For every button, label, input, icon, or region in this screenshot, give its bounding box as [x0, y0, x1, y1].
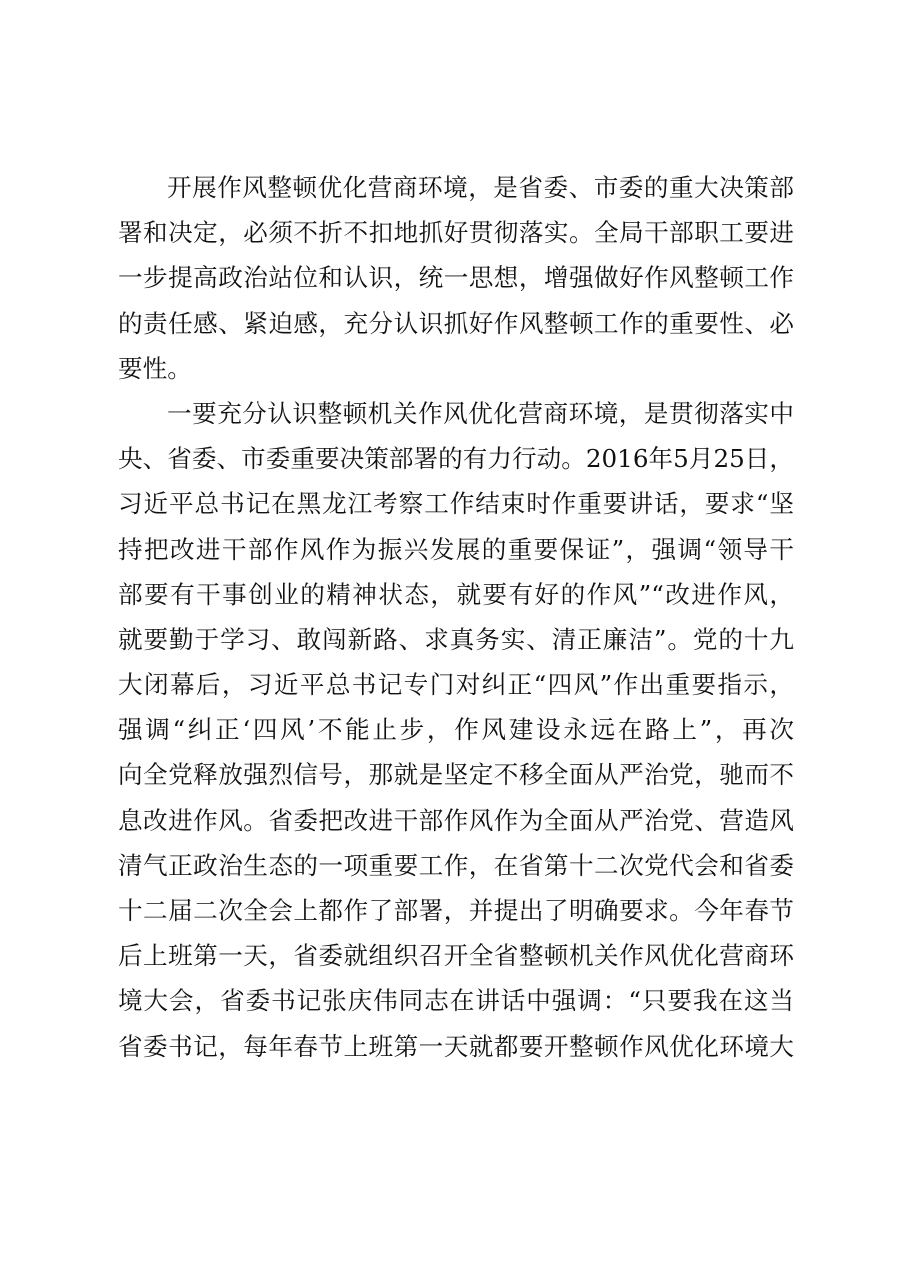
paragraph-1: [118, 165, 794, 391]
text-line: 央、省委、市委重要决策部署的有力行动。2016年5月25日，: [118, 444, 794, 474]
document-page: [118, 165, 794, 1069]
text-line: 持把改进干部作风作为振兴发展的重要保证”，强调“领导干: [118, 534, 794, 564]
text-line: 清气正政治生态的一项重要工作，在省第十二次党代会和省委: [118, 850, 794, 880]
text-line: 省委书记，每年春节上班第一天就都要开整顿作风优化环境大: [118, 1031, 794, 1061]
paragraph-2: [118, 391, 794, 1069]
text-line: 一步提高政治站位和认识，统一思想，增强做好作风整顿工作: [118, 263, 794, 293]
text-line: 要性。: [118, 353, 192, 383]
text-line: 后上班第一天，省委就组织召开全省整顿机关作风优化营商环: [118, 941, 794, 971]
text-line: 向全党释放强烈信号，那就是坚定不移全面从严治党，驰而不: [118, 760, 794, 790]
text-line: 一要充分认识整顿机关作风优化营商环境，是贯彻落实中: [167, 398, 794, 428]
text-line: 署和决定，必须不折不扣地抓好贯彻落实。全局干部职工要进: [118, 218, 794, 248]
text-line: 强调“纠正‘四风’不能止步，作风建设永远在路上”，再次: [118, 715, 794, 745]
text-line: 习近平总书记在黑龙江考察工作结束时作重要讲话，要求“坚: [118, 489, 794, 519]
text-line: 息改进作风。省委把改进干部作风作为全面从严治党、营造风: [118, 805, 794, 835]
text-line: 十二届二次全会上都作了部署，并提出了明确要求。今年春节: [118, 896, 794, 925]
text-line: 开展作风整顿优化营商环境，是省委、市委的重大决策部: [167, 173, 794, 202]
text-line: 部要有干事创业的精神状态，就要有好的作风”“改进作风，: [118, 579, 794, 609]
text-line: 大闭幕后，习近平总书记专门对纠正“四风”作出重要指示，: [118, 670, 794, 700]
text-line: 就要勤于学习、敢闯新路、求真务实、清正廉洁”。党的十九: [118, 624, 794, 654]
text-line: 的责任感、紧迫感，充分认识抓好作风整顿工作的重要性、必: [118, 308, 794, 338]
text-line: 境大会，省委书记张庆伟同志在讲话中强调：“只要我在这当: [118, 986, 794, 1016]
